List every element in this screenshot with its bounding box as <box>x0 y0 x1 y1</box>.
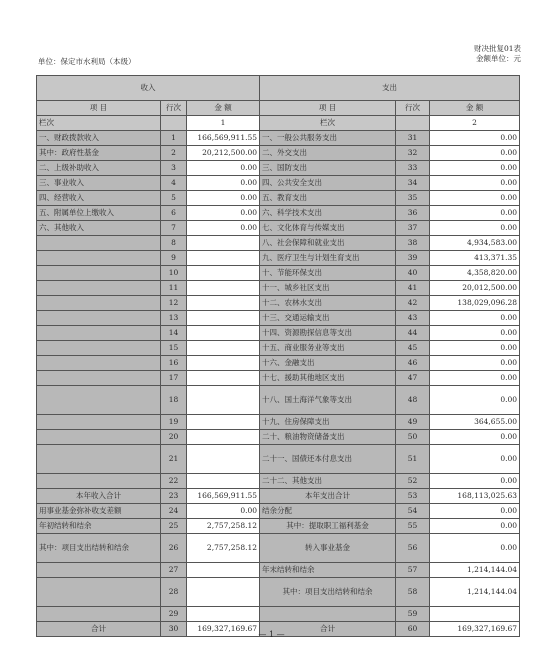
income-row-cell: 7 <box>161 221 187 236</box>
expense-item-cell: 其中：提取职工福利基金 <box>260 519 396 534</box>
income-row-cell: 23 <box>161 489 187 504</box>
table-row <box>37 534 520 563</box>
income-row-cell: 4 <box>161 176 187 191</box>
column-index-row <box>37 116 520 131</box>
income-amount-cell: 166,569,911.55 <box>187 489 260 504</box>
expense-row-cell: 41 <box>396 281 430 296</box>
table-row <box>37 281 520 296</box>
income-amount-cell: 0.00 <box>187 206 260 221</box>
expense-amount-cell: 0.00 <box>430 445 520 474</box>
income-row-cell: 14 <box>161 326 187 341</box>
income-amount-cell <box>187 311 260 326</box>
table-row <box>37 206 520 221</box>
income-item-cell <box>37 236 161 251</box>
expense-item-cell <box>260 607 396 622</box>
expense-item-cell: 二十一、国债还本付息支出 <box>260 445 396 474</box>
income-amount-cell <box>187 415 260 430</box>
income-row-cell: 3 <box>161 161 187 176</box>
income-item-cell <box>37 341 161 356</box>
income-amount-cell <box>187 356 260 371</box>
income-item-cell <box>37 386 161 415</box>
income-item-cell <box>37 296 161 311</box>
amount-unit: 金额单位：元 <box>476 54 521 63</box>
expense-amount-cell: 0.00 <box>430 161 520 176</box>
expense-amount-cell: 0.00 <box>430 534 520 563</box>
income-col-index: 1 <box>187 116 260 131</box>
income-row-cell: 27 <box>161 563 187 578</box>
income-item-cell <box>37 251 161 266</box>
expense-amount-cell: 4,358,820.00 <box>430 266 520 281</box>
expense-row-cell: 50 <box>396 430 430 445</box>
expense-item-cell: 合计 <box>260 622 396 637</box>
income-item-cell: 三、事业收入 <box>37 176 161 191</box>
income-row-cell: 12 <box>161 296 187 311</box>
expense-item-cell: 十二、农林水支出 <box>260 296 396 311</box>
expense-row-cell: 56 <box>396 534 430 563</box>
expense-item-cell: 九、医疗卫生与计划生育支出 <box>260 251 396 266</box>
income-item-cell: 年初结转和结余 <box>37 519 161 534</box>
expense-row-cell: 57 <box>396 563 430 578</box>
expense-item-cell: 十七、援助其他地区支出 <box>260 371 396 386</box>
expense-item-cell: 十五、商业服务业等支出 <box>260 341 396 356</box>
income-row-cell: 16 <box>161 356 187 371</box>
expense-item-cell: 结余分配 <box>260 504 396 519</box>
expense-amount-cell: 4,934,583.00 <box>430 236 520 251</box>
table-row <box>37 221 520 236</box>
expense-amount-cell: 0.00 <box>430 504 520 519</box>
table-row <box>37 146 520 161</box>
table-row <box>37 251 520 266</box>
expense-item-cell: 年末结转和结余 <box>260 563 396 578</box>
income-item-cell <box>37 311 161 326</box>
income-amount-cell: 166,569,911.55 <box>187 131 260 146</box>
expense-row-cell: 54 <box>396 504 430 519</box>
section-header-row <box>37 76 520 101</box>
expense-amount-cell: 413,371.35 <box>430 251 520 266</box>
expense-amount-cell: 1,214,144.04 <box>430 563 520 578</box>
income-amount-cell <box>187 281 260 296</box>
expense-amount-cell: 0.00 <box>430 221 520 236</box>
income-row-cell: 20 <box>161 430 187 445</box>
income-row-cell: 18 <box>161 386 187 415</box>
table-row <box>37 236 520 251</box>
expense-row-cell: 38 <box>396 236 430 251</box>
expense-row-cell: 33 <box>396 161 430 176</box>
expense-col-marker: 栏次 <box>260 116 396 131</box>
expense-amount-cell: 0.00 <box>430 326 520 341</box>
expense-amount-cell: 1,214,144.04 <box>430 578 520 607</box>
expense-amount-cell: 0.00 <box>430 371 520 386</box>
income-amount-cell: 169,327,169.67 <box>187 622 260 637</box>
expense-item-cell: 三、国防支出 <box>260 161 396 176</box>
income-amount-cell <box>187 371 260 386</box>
income-amount-cell <box>187 563 260 578</box>
expense-item-cell: 十一、城乡社区支出 <box>260 281 396 296</box>
income-col-marker: 栏次 <box>37 116 161 131</box>
expense-amount-cell: 169,327,169.67 <box>430 622 520 637</box>
income-row-cell: 17 <box>161 371 187 386</box>
income-item-cell <box>37 578 161 607</box>
income-row-cell: 28 <box>161 578 187 607</box>
income-item-cell: 本年收入合计 <box>37 489 161 504</box>
income-row-cell: 2 <box>161 146 187 161</box>
expense-row-cell: 48 <box>396 386 430 415</box>
expense-row-cell: 45 <box>396 341 430 356</box>
expense-item-cell: 十三、交通运输支出 <box>260 311 396 326</box>
table-row <box>37 578 520 607</box>
table-row <box>37 296 520 311</box>
income-amount-cell <box>187 266 260 281</box>
table-row <box>37 563 520 578</box>
table-row <box>37 430 520 445</box>
income-row-cell: 11 <box>161 281 187 296</box>
income-item-header: 项 目 <box>37 101 161 116</box>
table-row <box>37 326 520 341</box>
table-row <box>37 504 520 519</box>
income-item-cell <box>37 445 161 474</box>
expense-item-cell: 转入事业基金 <box>260 534 396 563</box>
income-amount-cell: 2,757,258.12 <box>187 534 260 563</box>
income-item-cell <box>37 430 161 445</box>
expense-row-cell: 32 <box>396 146 430 161</box>
expense-item-cell: 十八、国土海洋气象等支出 <box>260 386 396 415</box>
income-row-cell: 22 <box>161 474 187 489</box>
table-row <box>37 266 520 281</box>
income-amount-cell <box>187 341 260 356</box>
expense-amount-cell: 0.00 <box>430 206 520 221</box>
expense-amount-cell <box>430 607 520 622</box>
table-row <box>37 445 520 474</box>
expense-amount-cell: 0.00 <box>430 474 520 489</box>
expense-amount-cell: 0.00 <box>430 341 520 356</box>
income-item-cell <box>37 266 161 281</box>
income-amount-cell: 2,757,258.12 <box>187 519 260 534</box>
income-header: 收入 <box>37 76 260 101</box>
income-amount-cell: 0.00 <box>187 161 260 176</box>
table-row <box>37 356 520 371</box>
expense-amount-cell: 20,012,500.00 <box>430 281 520 296</box>
expense-amount-cell: 364,655.00 <box>430 415 520 430</box>
expense-item-cell: 二十二、其他支出 <box>260 474 396 489</box>
income-col-marker-blank <box>161 116 187 131</box>
income-row-cell: 8 <box>161 236 187 251</box>
income-amount-cell: 0.00 <box>187 176 260 191</box>
income-item-cell <box>37 474 161 489</box>
income-row-cell: 26 <box>161 534 187 563</box>
expense-amount-cell: 0.00 <box>430 519 520 534</box>
expense-amount-cell: 168,113,025.63 <box>430 489 520 504</box>
income-amount-cell <box>187 430 260 445</box>
income-amount-cell <box>187 578 260 607</box>
table-body <box>37 131 520 637</box>
income-amount-header: 金 额 <box>187 101 260 116</box>
income-item-cell: 一、财政拨款收入 <box>37 131 161 146</box>
expense-row-cell: 36 <box>396 206 430 221</box>
table-row <box>37 386 520 415</box>
expense-amount-cell: 0.00 <box>430 430 520 445</box>
expense-row-cell: 53 <box>396 489 430 504</box>
table-row <box>37 161 520 176</box>
income-item-cell: 其中：项目支出结转和结余 <box>37 534 161 563</box>
table-row <box>37 489 520 504</box>
income-item-cell: 其中：政府性基金 <box>37 146 161 161</box>
expense-item-cell: 十九、住房保障支出 <box>260 415 396 430</box>
expense-amount-cell: 0.00 <box>430 176 520 191</box>
income-row-cell: 9 <box>161 251 187 266</box>
expense-row-cell: 46 <box>396 356 430 371</box>
expense-row-cell: 37 <box>396 221 430 236</box>
expense-item-header: 项 目 <box>260 101 396 116</box>
income-item-cell: 二、上级补助收入 <box>37 161 161 176</box>
income-item-cell <box>37 326 161 341</box>
expense-item-cell: 六、科学技术支出 <box>260 206 396 221</box>
table-row <box>37 311 520 326</box>
expense-amount-cell: 0.00 <box>430 146 520 161</box>
expense-row-cell: 52 <box>396 474 430 489</box>
expense-row-header: 行次 <box>396 101 430 116</box>
expense-amount-header: 金 额 <box>430 101 520 116</box>
income-amount-cell <box>187 607 260 622</box>
expense-row-cell: 40 <box>396 266 430 281</box>
expense-row-cell: 44 <box>396 326 430 341</box>
income-amount-cell <box>187 296 260 311</box>
income-row-cell: 24 <box>161 504 187 519</box>
expense-item-cell: 五、教育支出 <box>260 191 396 206</box>
income-amount-cell: 20,212,500.00 <box>187 146 260 161</box>
income-item-cell <box>37 607 161 622</box>
expense-amount-cell: 0.00 <box>430 191 520 206</box>
table-row <box>37 474 520 489</box>
budget-table <box>36 75 520 637</box>
expense-item-cell: 其中：项目支出结转和结余 <box>260 578 396 607</box>
expense-item-cell: 十六、金融支出 <box>260 356 396 371</box>
expense-row-cell: 55 <box>396 519 430 534</box>
expense-row-cell: 58 <box>396 578 430 607</box>
table-row <box>37 371 520 386</box>
expense-item-cell: 八、社会保障和就业支出 <box>260 236 396 251</box>
income-amount-cell <box>187 326 260 341</box>
income-item-cell: 五、附属单位上缴收入 <box>37 206 161 221</box>
income-amount-cell: 0.00 <box>187 504 260 519</box>
table-row <box>37 519 520 534</box>
expense-item-cell: 一、一般公共服务支出 <box>260 131 396 146</box>
form-header <box>474 44 521 64</box>
expense-row-cell: 59 <box>396 607 430 622</box>
income-item-cell: 六、其他收入 <box>37 221 161 236</box>
income-row-cell: 21 <box>161 445 187 474</box>
income-row-header: 行次 <box>161 101 187 116</box>
expense-amount-cell: 0.00 <box>430 131 520 146</box>
income-item-cell: 四、经营收入 <box>37 191 161 206</box>
income-row-cell: 15 <box>161 341 187 356</box>
expense-col-index: 2 <box>430 116 520 131</box>
income-item-cell <box>37 563 161 578</box>
income-row-cell: 6 <box>161 206 187 221</box>
expense-row-cell: 35 <box>396 191 430 206</box>
income-item-cell <box>37 281 161 296</box>
income-item-cell: 合计 <box>37 622 161 637</box>
income-amount-cell <box>187 236 260 251</box>
expense-row-cell: 34 <box>396 176 430 191</box>
expense-item-cell: 二十、粮油物资储备支出 <box>260 430 396 445</box>
table-row <box>37 415 520 430</box>
income-amount-cell <box>187 386 260 415</box>
expense-amount-cell: 0.00 <box>430 386 520 415</box>
expense-row-cell: 31 <box>396 131 430 146</box>
expense-row-cell: 47 <box>396 371 430 386</box>
income-item-cell <box>37 356 161 371</box>
page-number: — 1 — <box>258 630 285 639</box>
income-row-cell: 30 <box>161 622 187 637</box>
expense-item-cell: 十四、资源勘探信息等支出 <box>260 326 396 341</box>
income-row-cell: 1 <box>161 131 187 146</box>
expense-amount-cell: 0.00 <box>430 311 520 326</box>
expense-row-cell: 60 <box>396 622 430 637</box>
expense-amount-cell: 138,029,096.28 <box>430 296 520 311</box>
income-row-cell: 19 <box>161 415 187 430</box>
income-amount-cell <box>187 251 260 266</box>
income-item-cell <box>37 371 161 386</box>
expense-row-cell: 42 <box>396 296 430 311</box>
income-row-cell: 5 <box>161 191 187 206</box>
expense-item-cell: 四、公共安全支出 <box>260 176 396 191</box>
expense-row-cell: 43 <box>396 311 430 326</box>
table-row <box>37 607 520 622</box>
expense-item-cell: 二、外交支出 <box>260 146 396 161</box>
expense-col-marker-blank <box>396 116 430 131</box>
expense-amount-cell: 0.00 <box>430 356 520 371</box>
income-amount-cell: 0.00 <box>187 191 260 206</box>
table-row <box>37 176 520 191</box>
expense-row-cell: 51 <box>396 445 430 474</box>
expense-item-cell: 七、文化体育与传媒支出 <box>260 221 396 236</box>
income-row-cell: 13 <box>161 311 187 326</box>
form-number: 财决批复01表 <box>473 44 521 53</box>
income-amount-cell <box>187 445 260 474</box>
expense-header: 支出 <box>260 76 520 101</box>
table-row <box>37 131 520 146</box>
income-amount-cell: 0.00 <box>187 221 260 236</box>
income-item-cell: 用事业基金弥补收支差额 <box>37 504 161 519</box>
income-row-cell: 29 <box>161 607 187 622</box>
income-amount-cell <box>187 474 260 489</box>
expense-row-cell: 39 <box>396 251 430 266</box>
income-row-cell: 10 <box>161 266 187 281</box>
income-row-cell: 25 <box>161 519 187 534</box>
table-row <box>37 341 520 356</box>
column-header-row <box>37 101 520 116</box>
income-item-cell <box>37 415 161 430</box>
expense-row-cell: 49 <box>396 415 430 430</box>
expense-item-cell: 十、节能环保支出 <box>260 266 396 281</box>
table-row <box>37 191 520 206</box>
expense-item-cell: 本年支出合计 <box>260 489 396 504</box>
organization-label: 单位：保定市水利局（本级） <box>38 57 136 66</box>
